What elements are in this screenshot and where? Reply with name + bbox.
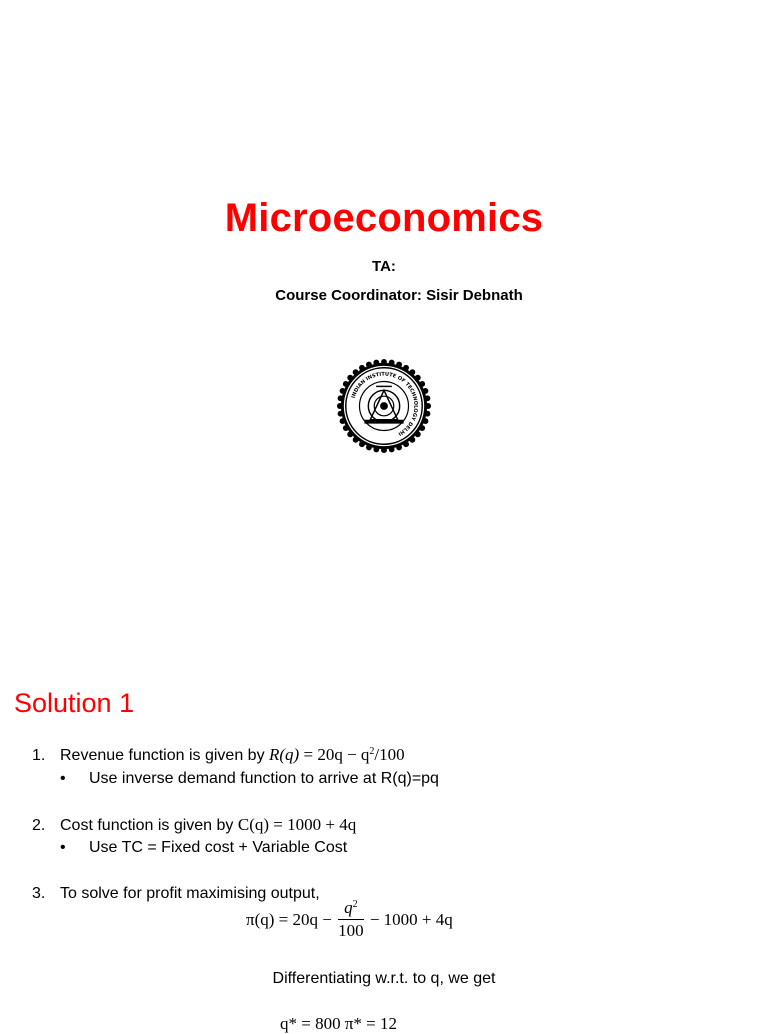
slide-title: Microeconomics — [224, 196, 544, 240]
partial-result: q* = 800 π* = 12 — [280, 1014, 398, 1033]
course-coordinator: Course Coordinator: Sisir Debnath — [275, 287, 523, 304]
item-text: Cost function is given by — [60, 817, 238, 834]
item-number: 3. — [32, 885, 46, 902]
list-subitem — [60, 839, 347, 857]
solution-slide — [0, 650, 768, 1033]
cost-formula: C(q) = 1000 + 4q — [237, 815, 357, 834]
revenue-formula: $R(q) = 20q - q^2/100$ — [269, 745, 405, 764]
item-text: Revenue function is given by — [60, 747, 270, 764]
list-item — [32, 815, 356, 835]
ta-label: TA: — [372, 258, 396, 275]
equation-lhs: π(q) = 20q − — [246, 909, 332, 929]
item-number: 1. — [32, 747, 46, 764]
bullet-icon: • — [60, 770, 66, 787]
svg-text:INDIAN INSTITUTE OF TECHNOLOGY: INDIAN INSTITUTE OF TECHNOLOGY DELHI — [350, 371, 419, 437]
iit-delhi-logo-icon — [335, 357, 433, 455]
solution-title: Solution 1 — [14, 688, 135, 718]
bullet-icon: • — [60, 839, 66, 856]
profit-equation — [246, 898, 453, 948]
subitem-text: Use inverse demand function to arrive at R(q)=pq — [89, 770, 439, 787]
differentiating-text: Differentiating w.r.t. to q, we get — [272, 970, 496, 987]
list-subitem — [60, 770, 439, 788]
subitem-text: Use TC = Fixed cost + Variable Cost — [89, 839, 348, 856]
equation-rhs: − 1000 + 4q — [369, 909, 453, 929]
item-number: 2. — [32, 817, 46, 834]
equation-fraction: $\frac{q^2}{100}$ — [338, 898, 364, 940]
list-item — [32, 745, 405, 765]
item-text: To solve for profit maximising output, — [60, 885, 320, 902]
